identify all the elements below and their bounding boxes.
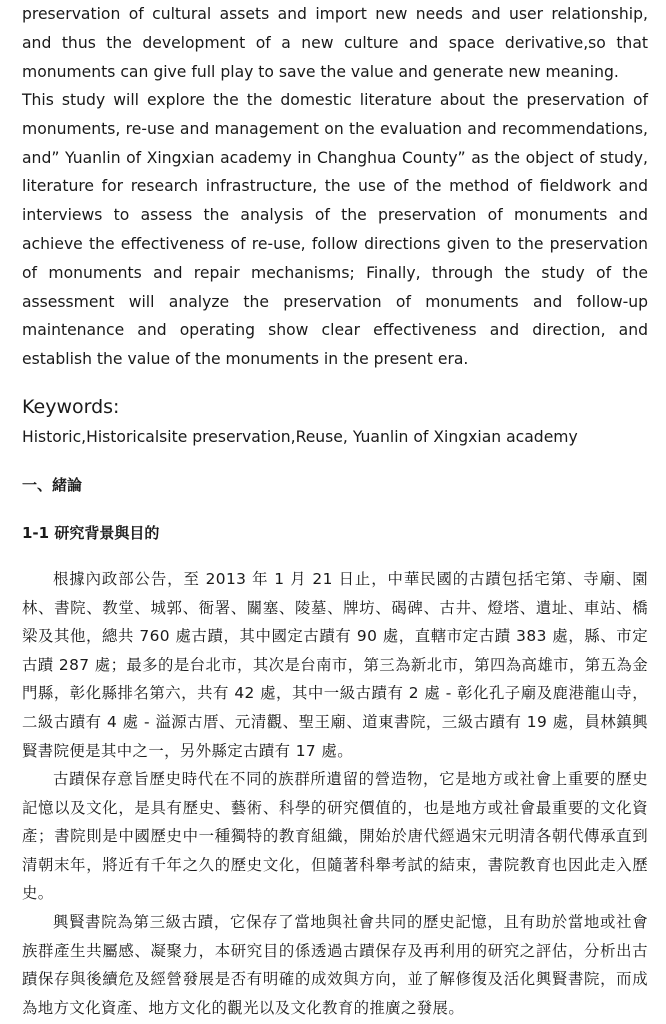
body-paragraph: 興賢書院為第三級古蹟，它保存了當地與社會共同的歷史記憶，且有助於當地或社會族群產生共屬感、凝聚力，本研究目的係透過古蹟保存及再利用的研究之評估，分析出古蹟保存與後續危及經營發展是否有明確的成效與方向，並了解修復及活化興賢書院，而成為地方文化資產、地方文化的觀光以及文化教育的推廣之發展。 — [22, 913, 648, 1017]
abstract-paragraph-continued: preservation of cultural assets and import new needs and user relationship, and thus the development of a new culture and space derivative,so that monuments can give full play to save the value and generate new meaning. — [22, 5, 648, 81]
keywords-list: Historic,Historicalsite preservation,Reuse, Yuanlin of Xingxian academy — [22, 428, 578, 446]
body-paragraph: 根據內政部公告，至 2013 年 1 月 21 日止，中華民國的古蹟包括宅第、寺廟、園林、書院、教堂、城郭、衙署、關塞、陵墓、牌坊、碣碑、古井、燈塔、遺址、車站、橋梁及其他，總共 760 處古蹟，其中國定古蹟有 90 處，直轄市定古蹟 383 處，縣、市定古蹟 287 處；最多的是台北市，其次是台南市，第三為新北市，第四為高雄市，第五為金門縣，彰化縣排名第六，共有 42 處，其中一級古蹟有 2 處 - 彰化孔子廟及鹿港龍山寺，二級古蹟有 4 處 - 溢源古厝、元清觀、聖王廟、道東書院，三級古蹟有 19 處，員林鎮興賢書院便是其中之一，另外縣定古蹟有 17 處。 — [22, 570, 648, 760]
section-heading: 1-1 研究背景與目的 — [22, 524, 160, 542]
keywords-title: Keywords: — [22, 396, 120, 418]
body-paragraph: 古蹟保存意旨歷史時代在不同的族群所遺留的營造物，它是地方或社會上重要的歷史記憶以及文化，是具有歷史、藝術、科學的研究價值的，也是地方或社會最重要的文化資產；書院則是中國歷史中一種獨特的教育組織，開始於唐代經過宋元明清各朝代傳承直到清朝末年，將近有千年之久的歷史文化，但隨著科舉考試的結束，書院教育也因此走入歷史。 — [22, 770, 648, 903]
abstract-paragraph-study: This study will explore the the domestic literature about the preservation of monuments, re-use and management on the evaluation and recommendations, and” Yuanlin of Xingxian academy in Changhua County” as the object of study, literature for research infrastructure, the use of the method of fieldwork and interviews to assess the analysis of the preservation of monuments and achieve the effectiveness of re-use, follow directions given to the preservation of monuments and repair mechanisms; Finally, through the study of the assessment will analyze the preservation of monuments and follow-up maintenance and operating show clear effectiveness and direction, and establish the value of the monuments in the present era. — [22, 91, 648, 369]
chapter-heading: 一、緒論 — [22, 476, 83, 494]
